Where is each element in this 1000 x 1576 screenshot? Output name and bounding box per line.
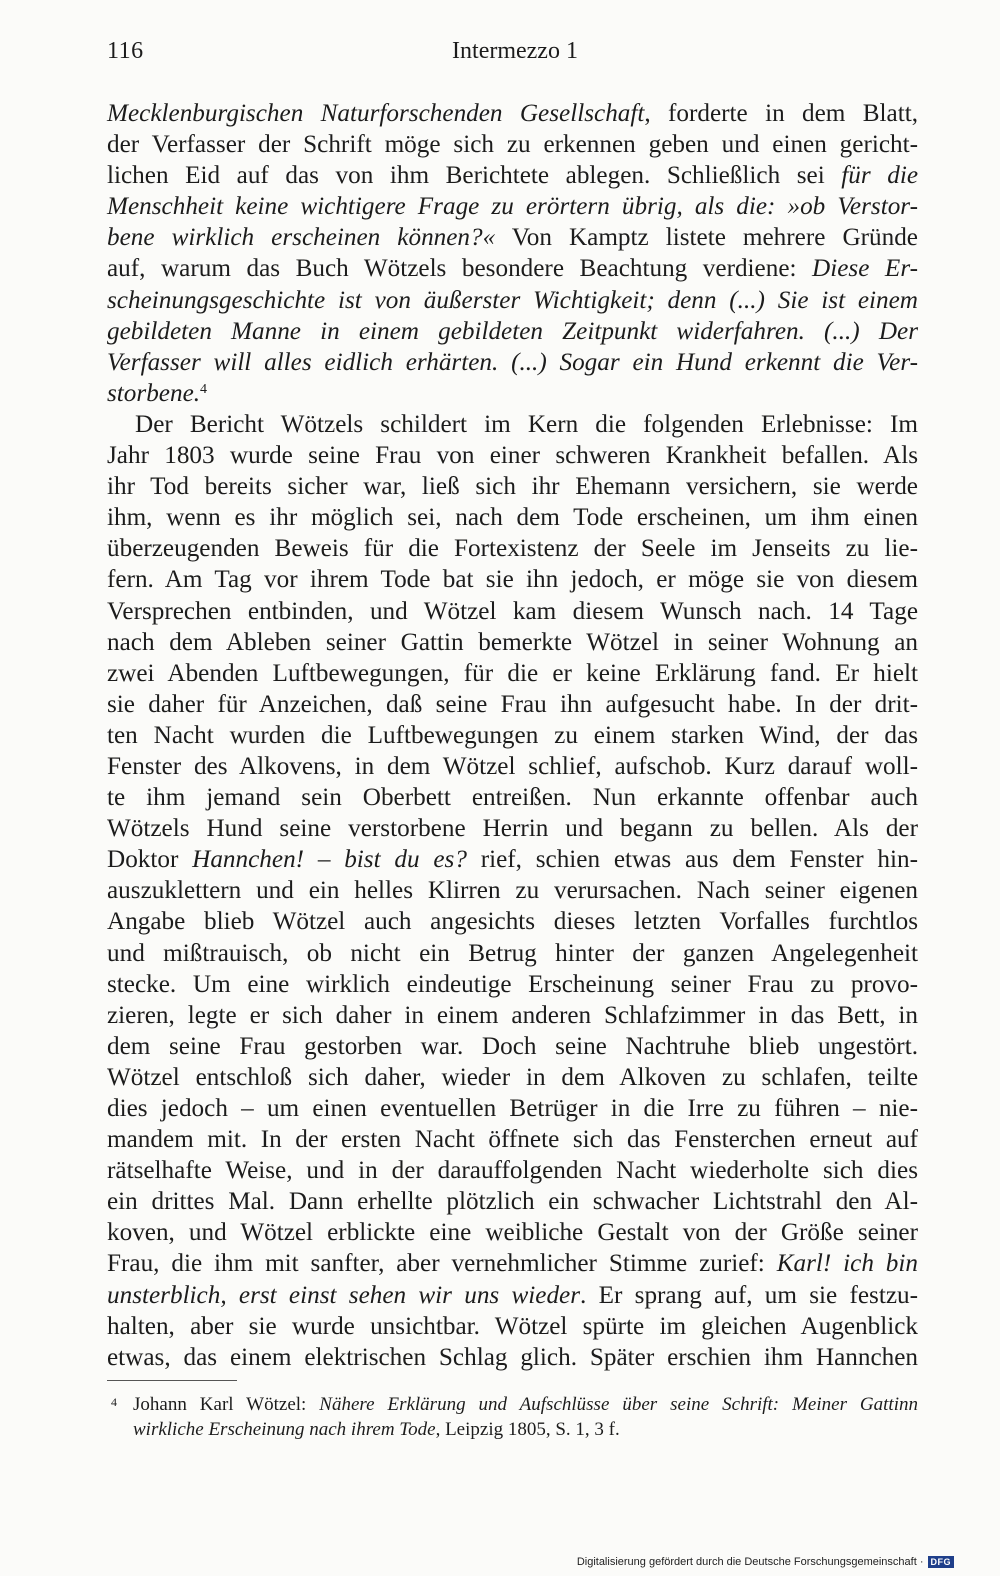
text-line: dem seine Frau gestorben war. Doch seine Nachtruhe blieb ungestört. bbox=[107, 1032, 918, 1060]
digitization-credit bbox=[577, 1556, 954, 1568]
text-line: zwei Abenden Luftbewegungen, für die er keine Erklärung fand. Er hielt bbox=[107, 659, 918, 687]
text-line: lichen Eid auf das von ihm Berichtete ablegen. Schließlich sei für die bbox=[107, 162, 918, 190]
text-line: unsterblich, erst einst sehen wir uns wieder. Er sprang auf, um sie festzu- bbox=[107, 1281, 918, 1309]
footnote-line: Johann Karl Wötzel: Nähere Erklärung und Aufschlüsse über seine Schrift: Meiner Gattinn bbox=[133, 1394, 918, 1415]
text-line: auszuklettern und ein helles Klirren zu verursachen. Nach seiner eigenen bbox=[107, 877, 918, 905]
running-head: Intermezzo 1 bbox=[452, 38, 578, 64]
footnote-reference: 4 bbox=[200, 381, 208, 397]
text-line: sie daher für Anzeichen, daß seine Frau ihn aufgesucht habe. In der drit- bbox=[107, 690, 918, 718]
text-line: Mecklenburgischen Naturforschenden Gesellschaft, forderte in dem Blatt, bbox=[107, 100, 918, 127]
text-line: koven, und Wötzel erblickte eine weibliche Gestalt von der Größe seiner bbox=[107, 1219, 918, 1247]
page-number: 116 bbox=[107, 38, 144, 64]
text-line: der Verfasser der Schrift möge sich zu erkennen geben und einen gericht- bbox=[107, 131, 918, 159]
text-line: nach dem Ableben seiner Gattin bemerkte Wötzel in seiner Wohnung an bbox=[107, 628, 918, 656]
text-line: ihr Tod bereits sicher war, ließ sich ihr Ehemann versichern, sie werde bbox=[107, 473, 918, 501]
text-line: zieren, legte er sich daher in einem anderen Schlafzimmer in das Bett, in bbox=[107, 1001, 918, 1029]
text-line: halten, aber sie wurde unsichtbar. Wötzel spürte im gleichen Augenblick bbox=[107, 1312, 918, 1340]
text-line: scheinungsgeschichte ist von äußerster Wichtigkeit; denn (...) Sie ist einem bbox=[107, 286, 918, 314]
text-line: auf, warum das Buch Wötzels besondere Beachtung verdiene: Diese Er- bbox=[107, 255, 919, 283]
text-line: ten Nacht wurden die Luftbewegungen zu einem starken Wind, der das bbox=[107, 721, 918, 749]
text-line: Menschheit keine wichtigere Frage zu erörtern übrig, als die: »ob Verstor- bbox=[107, 193, 918, 221]
text-line: Angabe blieb Wötzel auch angesichts dieses letzten Vorfalles furchtlos bbox=[107, 908, 918, 936]
body-text bbox=[107, 98, 918, 1373]
text-line: ihm, wenn es ihr möglich sei, nach dem Tode erscheinen, um ihm einen bbox=[107, 504, 918, 532]
text-line: stecke. Um eine wirklich eindeutige Erscheinung seiner Frau zu provo- bbox=[107, 970, 918, 998]
text-line: gebildeten Manne in einem gebildeten Zeitpunkt widerfahren. (...) Der bbox=[107, 317, 918, 345]
text-line: Frau, die ihm mit sanfter, aber vernehmlicher Stimme zurief: Karl! ich bin bbox=[107, 1250, 918, 1278]
text-line: bene wirklich erscheinen können?« Von Kamptz listete mehrere Gründe bbox=[107, 224, 918, 252]
text-line: Verfasser will alles eidlich erhärten. (...) Sogar ein Hund erkennt die Ver- bbox=[107, 348, 918, 376]
text-line: dies jedoch – um einen eventuellen Betrüger in die Irre zu führen – nie- bbox=[107, 1095, 918, 1122]
text-line: Versprechen entbinden, und Wötzel kam diesem Wunsch nach. 14 Tage bbox=[107, 597, 918, 625]
text-line: rätselhafte Weise, und in der darauffolgenden Nacht wiederholte sich dies bbox=[107, 1157, 918, 1185]
text-line: Jahr 1803 wurde seine Frau von einer schweren Krankheit befallen. Als bbox=[107, 442, 918, 470]
footnote bbox=[107, 1392, 918, 1442]
footnote-number: 4 bbox=[111, 1395, 117, 1409]
text-line: überzeugenden Beweis für die Fortexistenz der Seele im Jenseits zu lie- bbox=[107, 535, 918, 563]
credit-text: Digitalisierung gefördert durch die Deutsche Forschungsgemeinschaft · bbox=[576, 1556, 924, 1568]
text-line: Fenster des Alkovens, in dem Wötzel schlief, aufschob. Kurz darauf woll- bbox=[107, 752, 918, 780]
text-line: Wötzel entschloß sich daher, wieder in dem Alkoven zu schlafen, teilte bbox=[107, 1063, 918, 1091]
text-line: mandem mit. In der ersten Nacht öffnete sich das Fensterchen erneut auf bbox=[107, 1126, 918, 1154]
text-line: fern. Am Tag vor ihrem Tode bat sie ihn jedoch, er möge sie von diesem bbox=[107, 566, 918, 594]
footnote-divider bbox=[107, 1380, 237, 1381]
text-line: etwas, das einem elektrischen Schlag glich. Später erschien ihm Hannchen bbox=[107, 1343, 918, 1371]
text-line: und mißtrauisch, ob nicht ein Betrug hinter der ganzen Angelegenheit bbox=[107, 939, 918, 967]
text-line: Wötzels Hund seine verstorbene Herrin und begann zu bellen. Als der bbox=[107, 815, 918, 843]
dfg-logo: DFG bbox=[928, 1556, 955, 1568]
text-line: Doktor Hannchen! – bist du es? rief, schien etwas aus dem Fenster hin- bbox=[107, 846, 918, 874]
text-line: te ihm jemand sein Oberbett entreißen. Nun erkannte offenbar auch bbox=[107, 784, 918, 812]
text-line: Der Bericht Wötzels schildert im Kern die folgenden Erlebnisse: Im bbox=[135, 410, 918, 438]
text-line: ein drittes Mal. Dann erhellte plötzlich ein schwacher Lichtstrahl den Al- bbox=[107, 1188, 918, 1216]
footnote-line: wirkliche Erscheinung nach ihrem Tode, Leipzig 1805, S. 1, 3 f. bbox=[133, 1419, 620, 1440]
text-line: storbene.$^4$ bbox=[107, 379, 208, 407]
